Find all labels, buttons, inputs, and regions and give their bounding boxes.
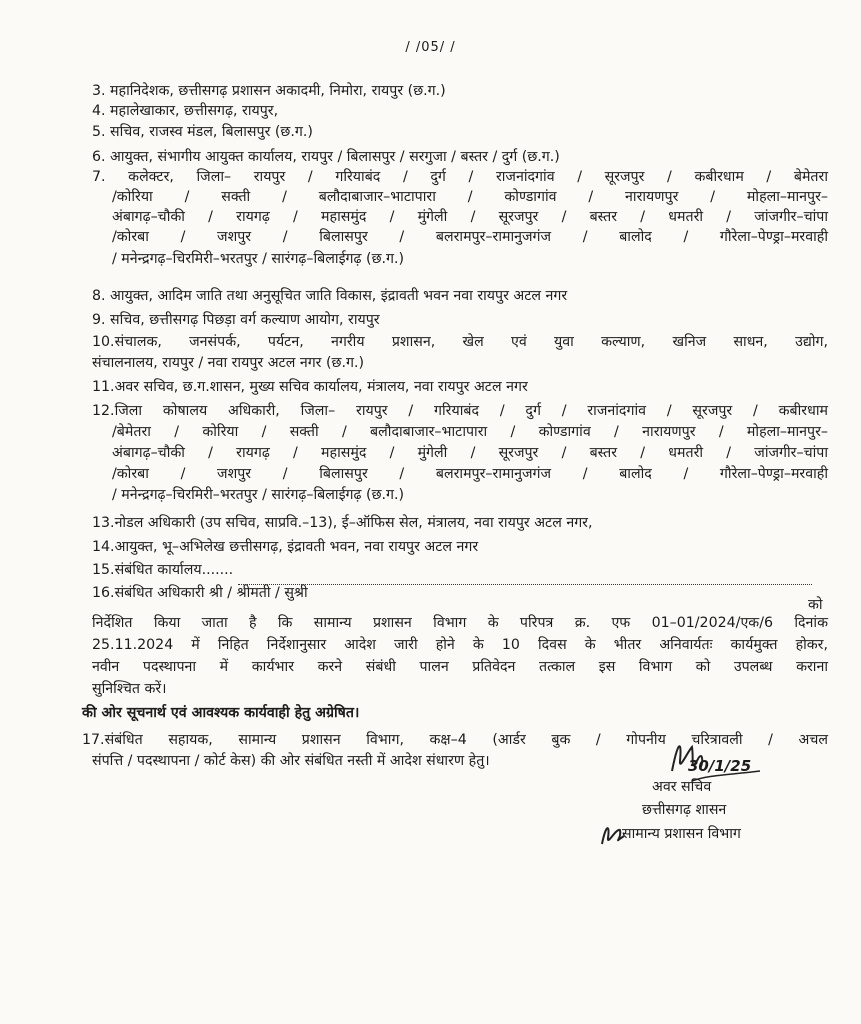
list-item-17-line-2: संपत्ति / पदस्थापना / कोर्ट केस) की ओर संबंधित नस्ती में आदेश संधारण हेतु। [92, 753, 490, 769]
list-item-9: 9. सचिव, छत्तीसगढ़ पिछड़ा वर्ग कल्याण आयोग, रायपुर [92, 312, 380, 328]
list-item-16-body-line-4: सुनिश्चित करें। [92, 681, 167, 697]
list-item-12-line-1: 12.जिला कोषालय अधिकारी, जिला– रायपुर / गरियाबंद / दुर्ग / राजनांदगांव / सूरजपुर / कबीरधाम [92, 403, 828, 419]
list-item-10-line-1: 10.संचालक, जनसंपर्क, पर्यटन, नगरीय प्रशासन, खेल एवं युवा कल्याण, खनिज साधन, उद्योग, [92, 334, 828, 350]
list-item-7-line-2: /कोरिया / सक्ती / बलौदाबाजार–भाटापारा / कोण्डागांव / नारायणपुर / मोहला–मानपुर– [112, 189, 828, 205]
list-item-12-line-5: / मनेन्द्रगढ़–चिरमिरी–भरतपुर / सारंगढ़–बिलाईगढ़ (छ.ग.) [112, 487, 405, 503]
list-item-8: 8. आयुक्त, आदिम जाति तथा अनुसूचित जाति विकास, इंद्रावती भवन नवा रायपुर अटल नगर [92, 288, 568, 304]
forwarding-note: की ओर सूचनार्थ एवं आवश्यक कार्यवाही हेतु अग्रेषित। [82, 705, 360, 721]
list-item-17-line-1: 17.संबंधित सहायक, सामान्य प्रशासन विभाग, कक्ष–4 (आर्डर बुक / गोपनीय चरित्रावली / अचल [82, 732, 828, 748]
list-item-3: 3. महानिदेशक, छत्तीसगढ़ प्रशासन अकादमी, निमोरा, रायपुर (छ.ग.) [92, 83, 446, 99]
list-item-12-line-3: अंबागढ़–चौकी / रायगढ़ / महासमुंद / मुंगेली / सूरजपुर / बस्तर / धमतरी / जांजगीर–चांपा [112, 445, 828, 461]
name-blank-line [238, 584, 812, 585]
list-item-15: 15.संबंधित कार्यालय....... [92, 562, 234, 578]
list-item-4: 4. महालेखाकार, छत्तीसगढ़, रायपुर, [92, 103, 279, 119]
signatory-department: सामान्य प्रशासन विभाग [622, 826, 741, 842]
list-item-7-line-3: अंबागढ़–चौकी / रायगढ़ / महासमुंद / मुंगेली / सूरजपुर / बस्तर / धमतरी / जांजगीर–चांपा [112, 209, 828, 225]
list-item-10-line-2: संचालनालय, रायपुर / नवा रायपुर अटल नगर (छ.ग.) [92, 355, 365, 371]
signatory-designation: अवर सचिव [652, 779, 712, 795]
list-item-12-line-4: /कोरबा / जशपुर / बिलासपुर / बलरामपुर–रामानुजगंज / बालोद / गौरेला–पेण्ड्रा–मरवाही [112, 466, 828, 482]
list-item-6: 6. आयुक्त, संभागीय आयुक्त कार्यालय, रायपुर / बिलासपुर / सरगुजा / बस्तर / दुर्ग (छ.ग.) [92, 149, 560, 165]
list-item-7-line-4: /कोरबा / जशपुर / बिलासपुर / बलरामपुर–रामानुजगंज / बालोद / गौरेला–पेण्ड्रा–मरवाही [112, 229, 828, 245]
list-item-16-ko: को [808, 597, 823, 613]
list-item-7-line-1: 7. कलेक्टर, जिला– रायपुर / गरियाबंद / दुर्ग / राजनांदगांव / सूरजपुर / कबीरधाम / बेमेतरा [92, 169, 828, 185]
list-item-16-body-line-2: 25.11.2024 में निहित निर्देशानुसार आदेश जारी होने के 10 दिवस के भीतर अनिवार्यतः कार्यमुक्त होकर, [92, 637, 828, 653]
handwritten-date: 30/1/25 [688, 757, 752, 775]
list-item-13: 13.नोडल अधिकारी (उप सचिव, साप्रवि.–13), ई–ऑफिस सेल, मंत्रालय, नवा रायपुर अटल नगर, [92, 515, 593, 531]
list-item-14: 14.आयुक्त, भू–अभिलेख छत्तीसगढ़, इंद्रावती भवन, नवा रायपुर अटल नगर [92, 539, 479, 555]
list-item-16-heading: 16.संबंधित अधिकारी श्री / श्रीमती / सुश्री [92, 585, 308, 601]
list-item-16-body-line-3: नवीन पदस्थापना में कार्यभार करने संबंधी पालन प्रतिवेदन तत्काल इस विभाग को उपलब्ध कराना [92, 659, 828, 675]
list-item-16-body-line-1: निर्देशित किया जाता है कि सामान्य प्रशासन विभाग के परिपत्र क्र. एफ 01–01/2024/एक/6 दिनांक [92, 615, 828, 631]
list-item-11: 11.अवर सचिव, छ.ग.शासन, मुख्य सचिव कार्यालय, मंत्रालय, नवा रायपुर अटल नगर [92, 379, 528, 395]
signatory-government: छत्तीसगढ़ शासन [642, 802, 727, 818]
page-number: / /05/ / [405, 40, 456, 55]
list-item-7-line-5: / मनेन्द्रगढ़–चिरमिरी–भरतपुर / सारंगढ़–बिलाईगढ़ (छ.ग.) [112, 251, 405, 267]
list-item-5: 5. सचिव, राजस्व मंडल, बिलासपुर (छ.ग.) [92, 124, 313, 140]
list-item-12-line-2: /बेमेतरा / कोरिया / सक्ती / बलौदाबाजार–भाटापारा / कोण्डागांव / नारायणपुर / मोहला–मानपुर– [112, 424, 828, 440]
